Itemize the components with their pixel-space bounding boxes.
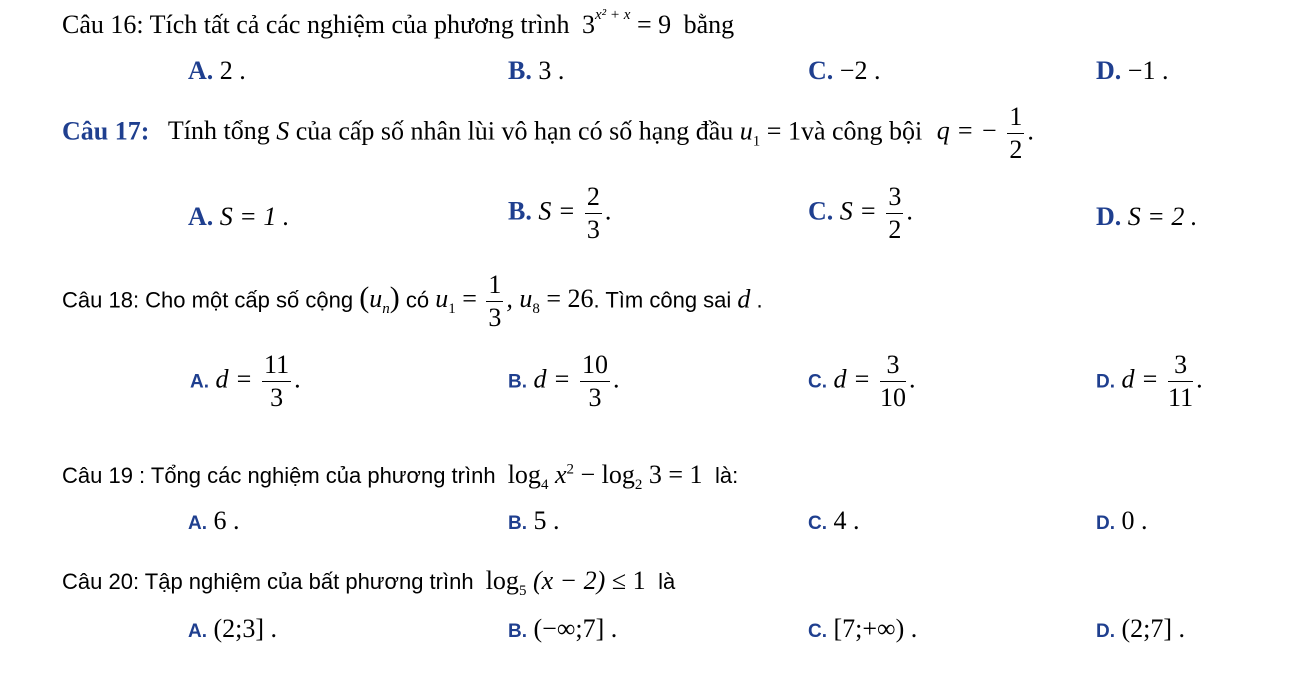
log: log <box>485 566 519 595</box>
eq-base: 3 <box>582 10 595 39</box>
option-value: −1 . <box>1127 56 1169 85</box>
frac-num: 1 <box>486 272 503 302</box>
question-18 <box>62 272 763 331</box>
seq-u: u <box>369 284 383 314</box>
option-label: B. <box>508 621 527 642</box>
frac-den: 2 <box>888 215 902 244</box>
option-value: 5 . <box>533 506 560 535</box>
option-label: D. <box>1096 56 1122 85</box>
q17-option-d[interactable] <box>1096 202 1197 232</box>
option-fraction <box>886 184 903 243</box>
q16-option-c[interactable] <box>808 56 880 86</box>
q16-option-b[interactable] <box>508 56 564 86</box>
option-value: 3 . <box>538 56 565 85</box>
question-16-title: Câu 16: <box>62 10 144 39</box>
q19-option-b[interactable] <box>508 506 560 536</box>
question-17-text3: và công bội <box>800 116 923 146</box>
period: . <box>1027 116 1034 146</box>
var-d: d <box>737 284 751 314</box>
option-fraction <box>880 352 906 411</box>
x-exp: 2 <box>566 461 574 478</box>
option-value: 4 . <box>833 506 860 535</box>
u8-sub: 8 <box>532 301 540 318</box>
option-label: B. <box>508 56 532 85</box>
var-s: S <box>276 116 290 146</box>
question-18-tail2: . <box>756 287 763 313</box>
question-20-tail: là <box>658 569 676 594</box>
option-label: A. <box>188 621 207 642</box>
q20-option-b[interactable] <box>508 614 617 644</box>
option-fraction <box>262 352 291 411</box>
option-label: B. <box>508 371 527 393</box>
option-label: D. <box>1096 202 1122 231</box>
minus-log: − log <box>580 460 635 489</box>
question-20 <box>62 566 675 600</box>
option-label: B. <box>508 196 532 226</box>
option-label: D. <box>1096 513 1115 534</box>
question-16-tail: bằng <box>683 10 735 39</box>
question-20-inequality <box>485 566 652 600</box>
log-base: 5 <box>518 583 527 600</box>
q-num: 1 <box>1007 104 1024 134</box>
q20-option-c[interactable] <box>808 614 917 644</box>
q18-option-d[interactable]: D. d = $\frac{3}{11}$ . <box>1096 350 1203 412</box>
frac-num: 11 <box>262 352 291 382</box>
option-label: A. <box>188 513 207 534</box>
u8: , u <box>506 284 533 314</box>
option-label: D. <box>1096 371 1115 393</box>
frac-num: 2 <box>585 184 602 214</box>
eq-rhs: = 9 <box>636 10 672 39</box>
u1: u <box>739 116 753 146</box>
q18-option-a[interactable]: A. d = $\frac{11}{3}$ . <box>190 350 301 412</box>
frac-den: 10 <box>880 383 907 412</box>
u1: u <box>435 284 449 314</box>
frac-num: 10 <box>580 352 610 382</box>
option-label: D. <box>1096 621 1115 642</box>
log2-base: 2 <box>634 477 643 494</box>
frac-den: 3 <box>270 383 284 412</box>
option-fraction <box>1168 352 1193 411</box>
question-20-title: Câu 20: Tập nghiệm của bất phương trình <box>62 569 474 594</box>
log-arg: (x − 2) <box>532 566 606 595</box>
option-value: [7;+∞) . <box>833 614 918 643</box>
option-label: C. <box>808 371 827 393</box>
frac-num: 3 <box>1168 352 1193 382</box>
option-label: A. <box>188 202 214 231</box>
rhs: ≤ 1 <box>611 566 646 595</box>
question-17 <box>62 104 1034 163</box>
question-16-text: Tích tất cả các nghiệm của phương trình <box>149 10 570 39</box>
option-value: 6 . <box>213 506 240 535</box>
option-fraction <box>585 184 602 243</box>
question-17-text: Tính tổng <box>167 116 270 146</box>
question-19-equation <box>507 460 709 494</box>
question-19-tail: là: <box>715 463 739 488</box>
question-16 <box>62 7 735 40</box>
q18-option-c[interactable]: C. d = $\frac{3}{10}$ . <box>808 350 916 412</box>
option-value: −2 . <box>839 56 881 85</box>
u8-eq: = 26 <box>546 284 594 314</box>
option-lhs: d = <box>1121 364 1159 394</box>
u1-sub: 1 <box>752 133 761 150</box>
question-16-equation <box>582 7 678 39</box>
option-value: S = 2 . <box>1127 202 1198 231</box>
option-fraction <box>580 352 610 411</box>
q20-option-a[interactable] <box>188 614 277 644</box>
u1-expr <box>435 270 594 332</box>
q-lhs: q = − <box>936 116 998 146</box>
option-label: C. <box>808 513 827 534</box>
option-value: S = 1 . <box>219 202 290 231</box>
option-lhs: S = <box>839 196 877 226</box>
option-lhs: d = <box>833 364 871 394</box>
q-fraction <box>1007 104 1024 163</box>
eq-rest: 3 = 1 <box>648 460 703 489</box>
q17-option-c[interactable]: C. S = $\frac{3}{2}$ . <box>808 182 913 244</box>
frac-den: 11 <box>1168 383 1194 412</box>
u1-eq: = <box>462 284 477 314</box>
seq-un: $(u_n)$ <box>359 281 400 318</box>
q16-option-a[interactable] <box>188 56 246 86</box>
q19-option-d[interactable] <box>1096 506 1148 536</box>
x: x <box>554 460 567 489</box>
option-label: A. <box>190 371 209 393</box>
option-label: C. <box>808 196 834 226</box>
log1: log <box>507 460 541 489</box>
q-den: 2 <box>1009 135 1023 164</box>
question-17-text2: của cấp số nhân lùi vô hạn có số hạng đầu <box>295 116 734 146</box>
option-value: (2;3] . <box>213 614 278 643</box>
option-lhs: d = <box>533 364 571 394</box>
q16-option-d[interactable] <box>1096 56 1168 86</box>
option-label: C. <box>808 56 834 85</box>
option-value: 0 . <box>1121 506 1148 535</box>
option-value: (2;7] . <box>1121 614 1186 643</box>
seq-sub: n <box>382 301 390 318</box>
co: có <box>405 287 430 313</box>
frac-den: 3 <box>588 383 602 412</box>
option-value: 2 . <box>219 56 246 85</box>
question-19 <box>62 460 738 494</box>
q17-option-b[interactable]: B. S = $\frac{2}{3}$ . <box>508 182 612 244</box>
u1-fraction <box>486 272 503 331</box>
question-18-title: Câu 18: Cho một cấp số cộng <box>62 287 354 313</box>
frac-den: 3 <box>488 303 502 332</box>
u1-sub: 1 <box>448 301 456 318</box>
frac-num: 3 <box>880 352 906 382</box>
option-lhs: d = <box>215 364 253 394</box>
u1-eq: = 1 <box>766 116 801 146</box>
question-18-tail: . Tìm công sai <box>593 287 732 313</box>
question-17-title: Câu 17: <box>62 116 150 146</box>
option-label: C. <box>808 621 827 642</box>
option-lhs: S = <box>538 196 576 226</box>
q20-option-d[interactable] <box>1096 614 1185 644</box>
log1-base: 4 <box>540 477 549 494</box>
frac-num: 3 <box>886 184 903 214</box>
eq-exponent: x² + x <box>595 7 631 24</box>
question-19-title: Câu 19 : Tổng các nghiệm của phương trình <box>62 463 496 488</box>
q19-option-c[interactable] <box>808 506 860 536</box>
option-label: A. <box>188 56 214 85</box>
q17-option-a[interactable] <box>188 202 289 232</box>
q19-option-a[interactable] <box>188 506 240 536</box>
option-value: (−∞;7] . <box>533 614 618 643</box>
frac-den: 3 <box>586 215 600 244</box>
q18-option-b[interactable]: B. d = $\frac{10}{3}$ . <box>508 350 620 412</box>
option-label: B. <box>508 513 527 534</box>
